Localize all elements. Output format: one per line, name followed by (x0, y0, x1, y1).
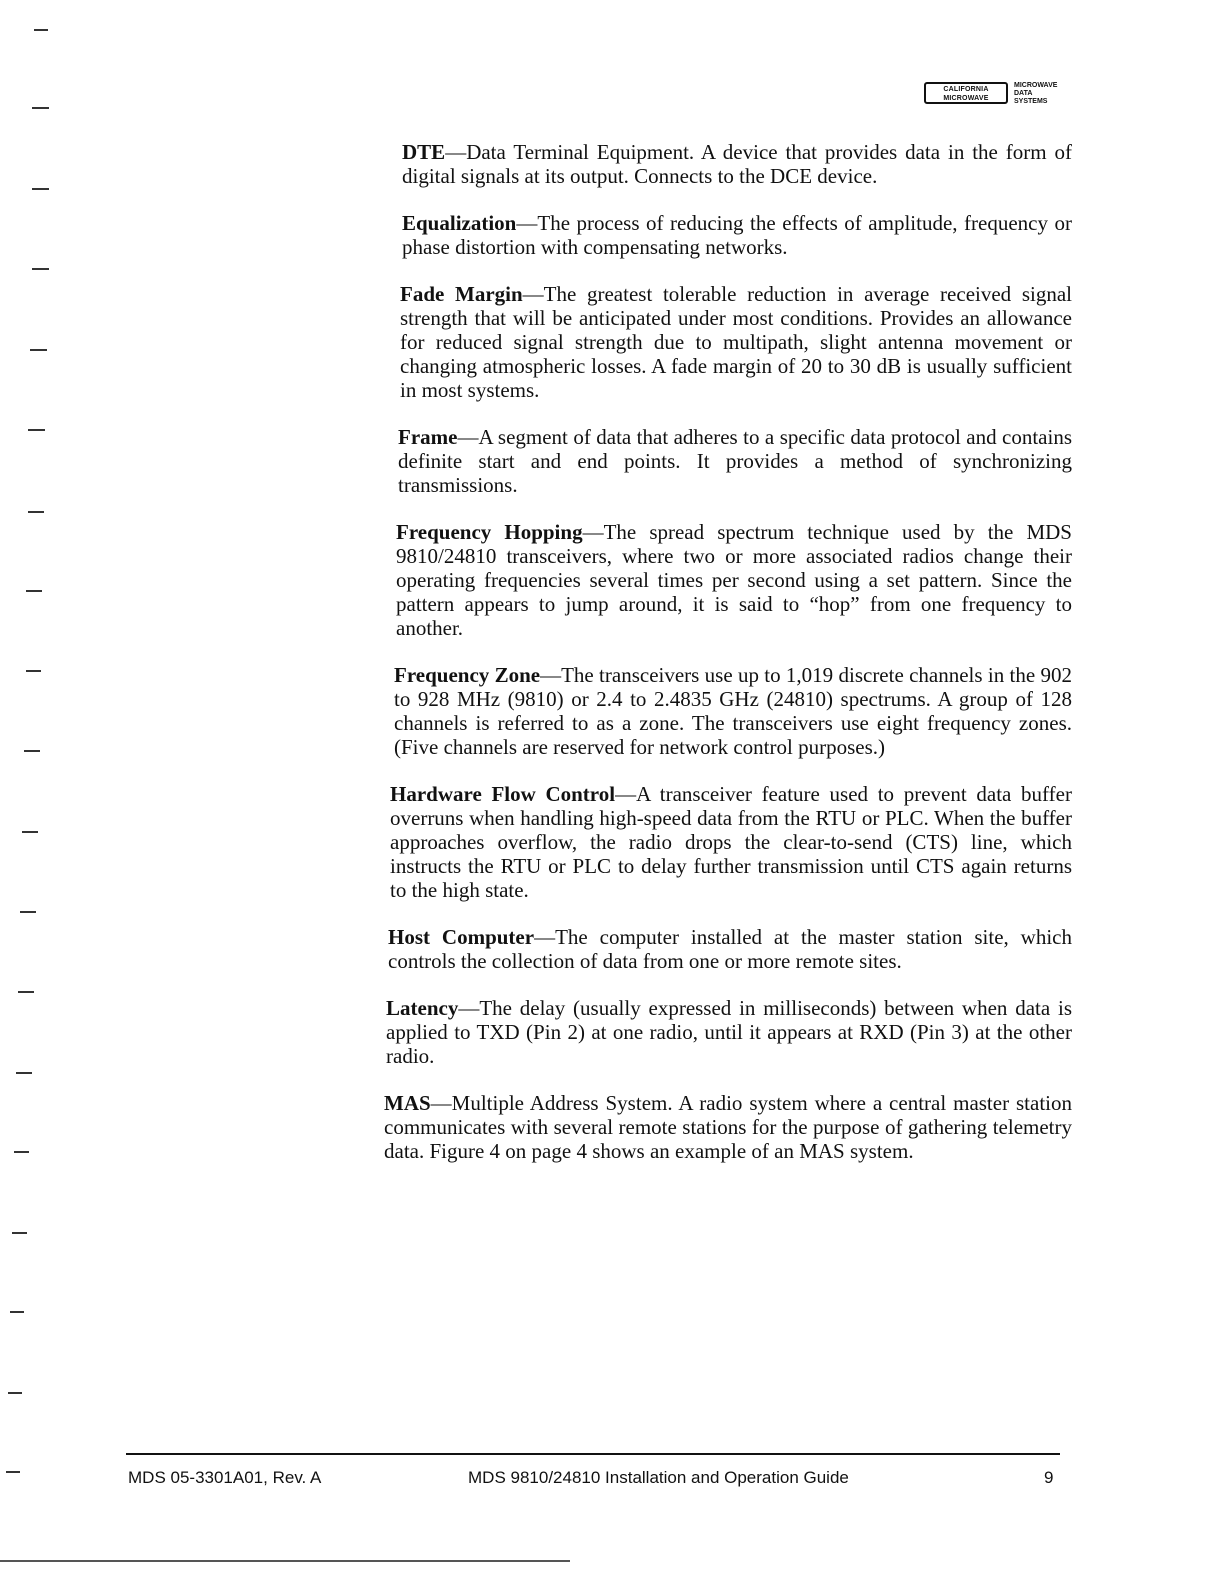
glossary-entry-hardware-flow-control (390, 782, 1072, 902)
glossary-entry-latency (386, 996, 1072, 1068)
glossary-term: Hardware Flow Control (390, 782, 616, 806)
glossary-definition: A transceiver feature used to prevent data buffer overruns when handling high-speed data from the RTU or PLC. When the buffer approaches overflow, the radio drops the clear-to-send (CTS) line, which instructs the RTU or PLC to delay further transmission until CTS again returns to the high state. (390, 782, 1072, 902)
glossary-term: Frequency Hopping (396, 520, 583, 544)
glossary-definition: The delay (usually expressed in milliseconds) between when data is applied to TXD (Pin 2) at one radio, until it appears at RXD (Pin 3) at the other radio. (386, 996, 1072, 1068)
glossary-definition: The process of reducing the effects of amplitude, frequency or phase distortion with compensating networks. (402, 211, 1072, 259)
em-dash: — (522, 282, 544, 306)
glossary-entry-equalization (402, 211, 1072, 259)
glossary-term: Fade Margin (400, 282, 523, 306)
margin-tick (26, 670, 41, 672)
glossary-definition: The greatest tolerable reduction in average received signal strength that will be anticipated under most conditions. Provides an allowance for reduced signal strength due to multipath, slight antenna movement or changing atmospheric losses. A fade margin of 20 to 30 dB is usually sufficient in most systems. (400, 282, 1073, 402)
glossary-definition: The transceivers use up to 1,019 discrete channels in the 902 to 928 MHz (9810) or 2.4 to 2.4835 GHz (24810) spectrums. A group of 128 channels is referred to as a zone. The transceivers use eight frequency zones. (Five channels are reserved for network control purposes.) (394, 663, 1072, 759)
margin-tick (32, 268, 49, 270)
footer-rule (126, 1453, 1060, 1455)
logo-box-line1: CALIFORNIA (943, 86, 989, 93)
em-dash: — (458, 996, 480, 1020)
glossary-term: Latency (386, 996, 459, 1020)
company-logo (924, 82, 1094, 110)
glossary-definition: A segment of data that adheres to a specific data protocol and contains definite start and end points. It provides a method of synchronizing transmissions. (398, 425, 1072, 497)
footer-doc-title: MDS 9810/24810 Installation and Operation Guide (468, 1468, 849, 1487)
margin-tick (16, 1072, 32, 1074)
em-dash: — (457, 425, 479, 449)
glossary-term: Host Computer (388, 925, 535, 949)
logo-word: MICROWAVE (1014, 82, 1058, 89)
glossary-entry-frequency-zone (394, 663, 1072, 759)
glossary-term: Frequency Zone (394, 663, 541, 687)
logo-word: DATA (1014, 90, 1033, 97)
em-dash: — (615, 782, 637, 806)
margin-tick (30, 349, 47, 351)
glossary-entry-mas (384, 1091, 1072, 1163)
margin-tick (22, 831, 38, 833)
em-dash: — (540, 663, 562, 687)
margin-tick (28, 511, 44, 513)
margin-tick (34, 29, 48, 31)
glossary-entry-dte (402, 140, 1072, 188)
margin-tick (18, 991, 34, 993)
margin-tick (32, 107, 49, 109)
logo-word: SYSTEMS (1014, 98, 1048, 105)
em-dash: — (445, 140, 467, 164)
glossary-definition: Multiple Address System. A radio system where a central master station communicates with several remote stations for the purpose of gathering telemetry data. Figure 4 on page 4 shows an example of an MAS system. (384, 1091, 1072, 1163)
margin-tick (20, 911, 36, 913)
em-dash: — (582, 520, 604, 544)
footer-page-number: 9 (1044, 1468, 1054, 1487)
margin-tick (26, 590, 42, 592)
glossary-entry-frequency-hopping (396, 520, 1072, 640)
margin-tick (24, 750, 40, 752)
margin-tick (14, 1151, 29, 1153)
margin-tick (12, 1232, 27, 1234)
margin-tick (28, 429, 45, 431)
margin-tick (32, 188, 49, 190)
glossary-entry-host-computer (388, 925, 1072, 973)
margin-tick (6, 1471, 20, 1473)
glossary-entry-fade-margin (400, 282, 1072, 402)
glossary-term: Equalization (402, 211, 517, 235)
em-dash: — (516, 211, 538, 235)
logo-words (1014, 82, 1057, 106)
glossary-entry-frame (398, 425, 1072, 497)
footer-doc-number: MDS 05-3301A01, Rev. A (128, 1468, 322, 1487)
margin-tick (8, 1392, 22, 1394)
glossary-list (384, 140, 1073, 1186)
margin-tick (10, 1311, 24, 1313)
glossary-definition: The spread spectrum technique used by the MDS 9810/24810 transceivers, where two or more associated radios change their operating frequencies several times per second using a set pattern. Since the pattern appears to jump around, it is said to “hop” from one frequency to another. (396, 520, 1072, 640)
scan-bottom-line (0, 1560, 570, 1562)
glossary-term: Frame (398, 425, 458, 449)
glossary-term: DTE (402, 140, 446, 164)
logo-box-line2: MICROWAVE (943, 95, 989, 102)
em-dash: — (430, 1091, 452, 1115)
glossary-definition: Data Terminal Equipment. A device that provides data in the form of digital signals at its output. Connects to the DCE device. (402, 140, 1072, 188)
scan-margin-marks (0, 0, 40, 1584)
logo-box (924, 82, 1008, 104)
glossary-term: MAS (384, 1091, 431, 1115)
glossary-definition: The computer installed at the master station site, which controls the collection of data from one or more remote sites. (388, 925, 1073, 973)
em-dash: — (534, 925, 556, 949)
